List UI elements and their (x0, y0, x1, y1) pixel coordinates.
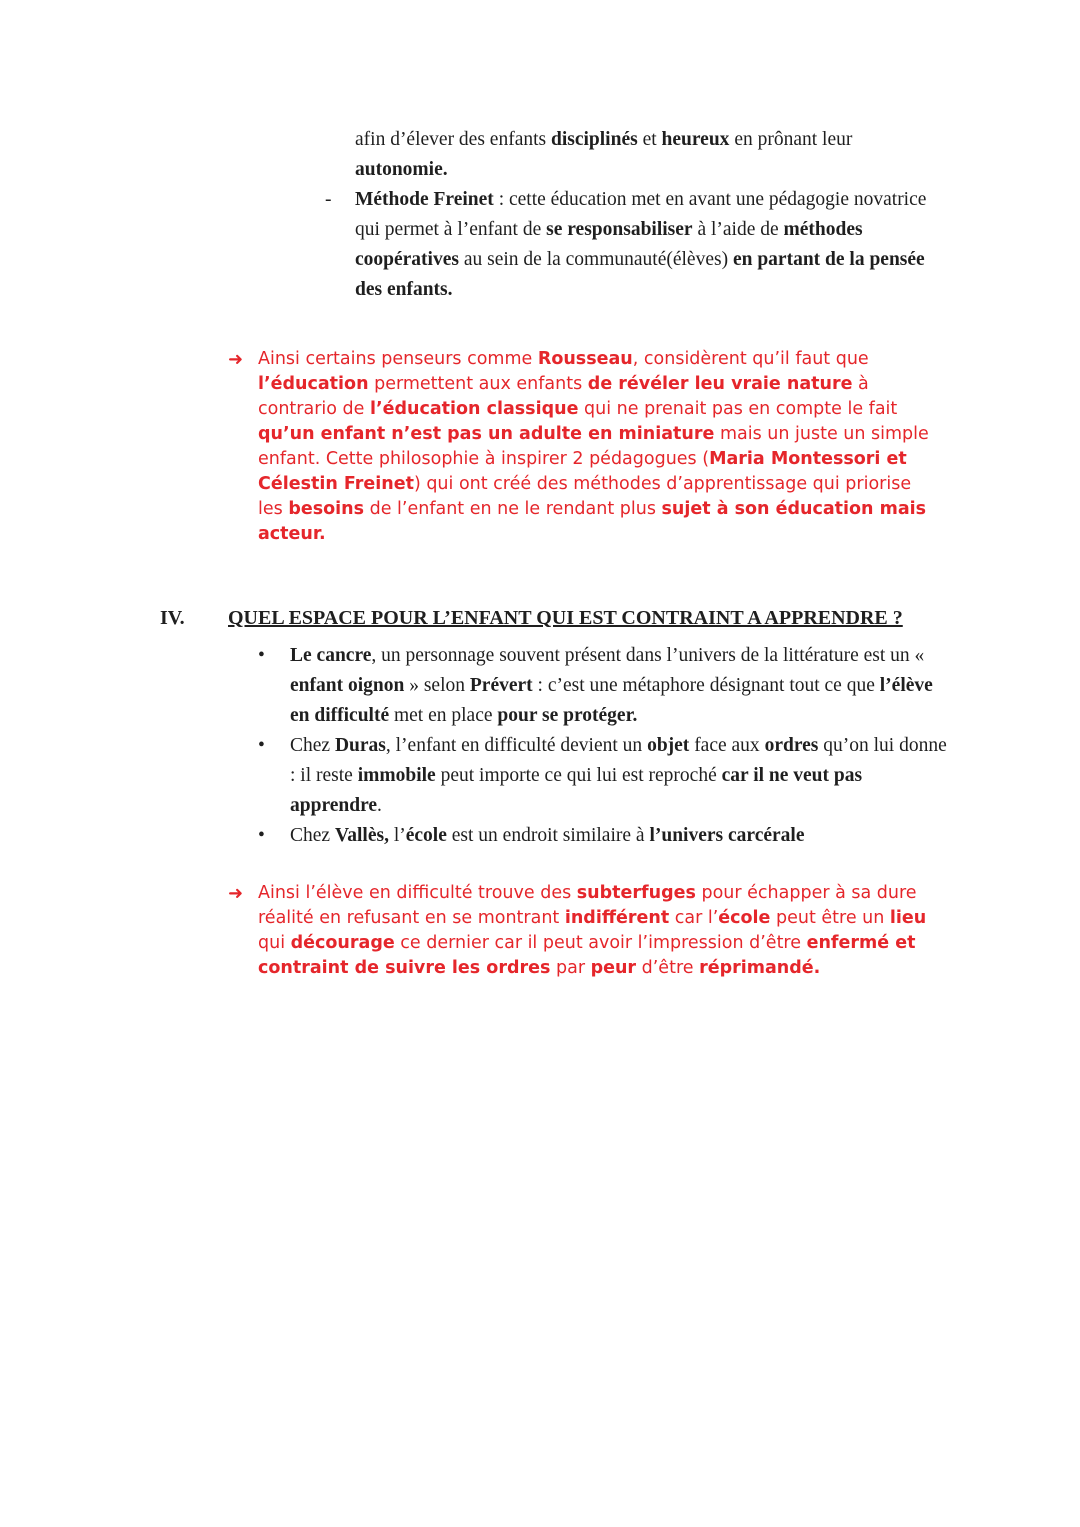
summary-paragraph-1 (228, 347, 965, 547)
bullet-item-cancre (258, 641, 965, 731)
page-content (160, 125, 965, 981)
bullet-icon: • (258, 735, 265, 756)
bullet-text: Chez Duras, l’enfant en difficulté devient un objet face aux ordres qu’on lui donne : il reste immobile peut importe ce qui lui est reproché car il ne veut pas apprendre. (290, 735, 947, 816)
summary-text-1: Ainsi certains penseurs comme Rousseau, considèrent qu’il faut que l’éducation permettent aux enfants de révéler leu vraie nature à contrario de l’éducation classique qui ne prenait pas en compte le fait qu’un enfant n’est pas un adulte en miniature mais un juste un simple enfant. Cette philosophie à inspirer 2 pédagogues (Maria Montessori et Célestin Freinet) qui ont créé des méthodes d’apprentissage qui priorise les besoins de l’enfant en ne le rendant plus sujet à son éducation mais acteur. (258, 349, 929, 544)
summary-text-2: Ainsi l’élève en difficulté trouve des subterfuges pour échapper à sa dure réalité en refusant en se montrant indifférent car l’école peut être un lieu qui décourage ce dernier car il peut avoir l’impression d’être enfermé et contraint de suivre les ordres par peur d’être réprimandé. (258, 883, 927, 978)
dash-marker: - (325, 189, 332, 210)
section-iv-bullet-list (258, 641, 965, 851)
section-heading-iv (160, 603, 965, 633)
bullet-icon: • (258, 825, 265, 846)
bullet-text: Chez Vallès, l’école est un endroit similaire à l’univers carcérale (290, 825, 805, 846)
dash-list-item-freinet (325, 185, 965, 305)
arrow-icon: ➜ (228, 883, 244, 904)
section-number: IV. (160, 607, 185, 629)
bullet-icon: • (258, 645, 265, 666)
bullet-item-duras (258, 731, 965, 821)
continuation-paragraph: afin d’élever des enfants disciplinés et heureux en prônant leur autonomie. (355, 129, 853, 180)
summary-paragraph-2 (228, 881, 965, 981)
dash-item-text: Méthode Freinet : cette éducation met en avant une pédagogie novatrice qui permet à l’enfant de se responsabiliser à l’aide de méthodes coopératives au sein de la communauté(élèves) en partant de la pensée des enfants. (355, 189, 927, 300)
bullet-text: Le cancre, un personnage souvent présent dans l’univers de la littérature est un « enfant oignon » selon Prévert : c’est une métaphore désignant tout ce que l’élève en difficulté met en place pour se protéger. (290, 645, 933, 726)
arrow-icon: ➜ (228, 349, 244, 370)
bullet-item-valles (258, 821, 965, 851)
section-title: QUEL ESPACE POUR L’ENFANT QUI EST CONTRAINT A APPRENDRE ? (228, 607, 903, 629)
